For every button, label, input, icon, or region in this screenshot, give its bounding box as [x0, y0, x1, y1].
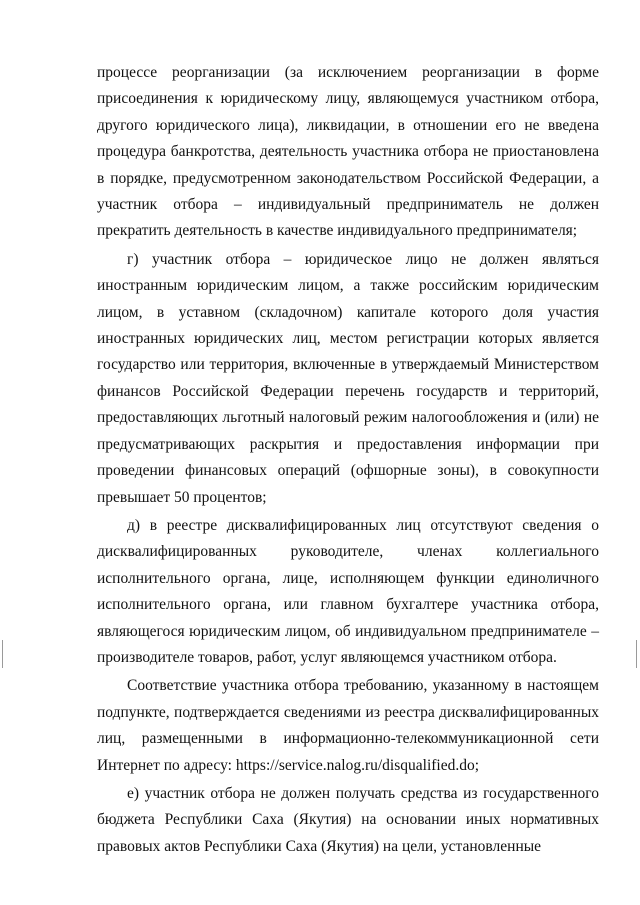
document-body	[97, 60, 599, 860]
paragraph-reorganization-continuation: процессе реорганизации (за исключением реорганизации в форме присоединения к юридическому лицу, являющемуся участником отбора, другого юридического лица), ликвидации, в отношении его не введена процедура банкротства, деятельность участника отбора не приостановлена в порядке, предусмотренном законодательством Российской Федерации, а участник отбора – индивидуальный предприниматель не должен прекратить деятельность в качестве индивидуального предпринимателя;	[97, 64, 599, 240]
scan-edge-mark-right	[636, 640, 637, 668]
paragraph-item-g: г) участник отбора – юридическое лицо не должен являться иностранным юридическим лицом, а также российским юридическим лицом, в уставном (складочном) капитале которого доля участия иностранных юридических лиц, местом регистрации которых является государство или территория, включенные в утверждаемый Министерством финансов Российской Федерации перечень государств и территорий, предоставляющих льготный налоговый режим налогообложения и (или) не предусматривающих раскрытия и предоставления информации при проведении финансовых операций (офшорные зоны), в совокупности превышает 50 процентов;	[97, 250, 599, 506]
paragraph-item-e: е) участник отбора не должен получать средства из государственного бюджета Республики Саха (Якутия) на основании иных нормативных правовых актов Республики Саха (Якутия) на цели, установленные	[97, 784, 599, 855]
scan-edge-mark-left	[2, 640, 3, 668]
paragraph-compliance-note: Соответствие участника отбора требованию, указанному в настоящем подпункте, подтверждается сведениями из реестра дисквалифицированных лиц, размещенными в информационно-телекоммуникационной сети Интернет по адресу: https://service.nalog.ru/disqualified.do;	[97, 677, 599, 774]
paragraph-item-d: д) в реестре дисквалифицированных лиц отсутствуют сведения о дисквалифицированных руководителе, членах коллегиального исполнительного органа, лице, исполняющем функции единоличного исполнительного органа, или главном бухгалтере участника отбора, являющегося юридическим лицом, об индивидуальном предпринимателе – производителе товаров, работ, услуг являющемся участником отбора.	[97, 516, 599, 666]
